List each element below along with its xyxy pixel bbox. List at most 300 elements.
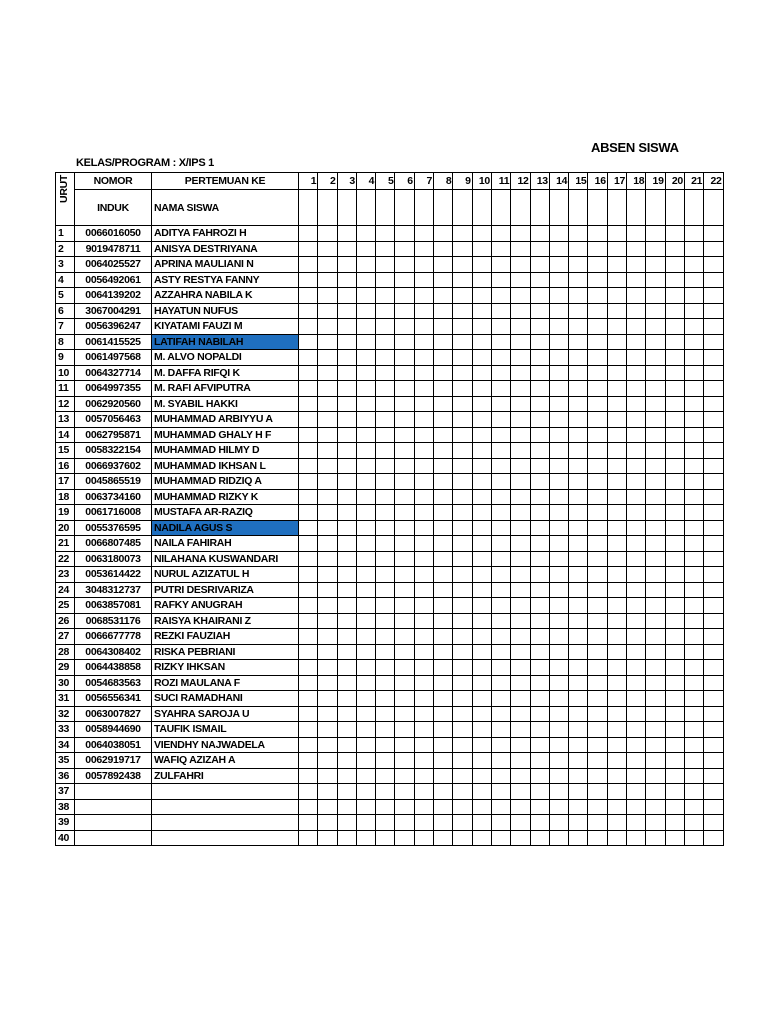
attendance-cell[interactable] [665,830,684,846]
attendance-cell[interactable] [530,334,549,350]
attendance-cell[interactable] [704,272,723,288]
attendance-cell[interactable] [299,582,318,598]
attendance-cell[interactable] [704,226,723,242]
attendance-cell[interactable] [453,272,472,288]
attendance-cell[interactable] [395,660,414,676]
attendance-cell[interactable] [627,753,646,769]
attendance-cell[interactable] [318,706,337,722]
attendance-cell[interactable] [299,644,318,660]
attendance-cell[interactable] [453,396,472,412]
attendance-cell[interactable] [569,567,588,583]
attendance-cell[interactable] [337,753,356,769]
attendance-cell[interactable] [434,272,453,288]
attendance-cell[interactable] [376,350,395,366]
attendance-cell[interactable] [434,303,453,319]
attendance-cell[interactable] [414,396,433,412]
attendance-cell[interactable] [511,505,530,521]
attendance-cell[interactable] [511,691,530,707]
attendance-cell[interactable] [684,706,703,722]
attendance-cell[interactable] [491,722,510,738]
attendance-cell[interactable] [665,722,684,738]
attendance-cell[interactable] [665,691,684,707]
attendance-cell[interactable] [337,443,356,459]
attendance-cell[interactable] [318,753,337,769]
attendance-cell[interactable] [530,737,549,753]
attendance-cell[interactable] [337,489,356,505]
attendance-cell[interactable] [376,272,395,288]
attendance-cell[interactable] [434,567,453,583]
attendance-cell[interactable] [665,350,684,366]
attendance-cell[interactable] [453,629,472,645]
attendance-cell[interactable] [588,412,607,428]
attendance-cell[interactable] [414,598,433,614]
attendance-cell[interactable] [549,412,568,428]
attendance-cell[interactable] [684,520,703,536]
attendance-cell[interactable] [530,350,549,366]
attendance-cell[interactable] [299,365,318,381]
attendance-cell[interactable] [453,520,472,536]
attendance-cell[interactable] [511,830,530,846]
attendance-cell[interactable] [414,691,433,707]
attendance-cell[interactable] [646,241,665,257]
attendance-cell[interactable] [646,272,665,288]
attendance-cell[interactable] [434,350,453,366]
attendance-cell[interactable] [569,629,588,645]
attendance-cell[interactable] [549,784,568,800]
attendance-cell[interactable] [684,753,703,769]
attendance-cell[interactable] [511,334,530,350]
attendance-cell[interactable] [472,412,491,428]
attendance-cell[interactable] [414,536,433,552]
attendance-cell[interactable] [530,226,549,242]
attendance-cell[interactable] [511,226,530,242]
attendance-cell[interactable] [588,350,607,366]
attendance-cell[interactable] [704,691,723,707]
attendance-cell[interactable] [530,753,549,769]
attendance-cell[interactable] [491,815,510,831]
attendance-cell[interactable] [646,551,665,567]
attendance-cell[interactable] [704,350,723,366]
attendance-cell[interactable] [511,412,530,428]
attendance-cell[interactable] [549,319,568,335]
attendance-cell[interactable] [472,396,491,412]
attendance-cell[interactable] [511,458,530,474]
attendance-cell[interactable] [530,567,549,583]
attendance-cell[interactable] [491,241,510,257]
attendance-cell[interactable] [588,257,607,273]
attendance-cell[interactable] [665,613,684,629]
attendance-cell[interactable] [453,226,472,242]
attendance-cell[interactable] [665,257,684,273]
attendance-cell[interactable] [395,815,414,831]
attendance-cell[interactable] [414,257,433,273]
attendance-cell[interactable] [337,365,356,381]
attendance-cell[interactable] [646,644,665,660]
attendance-cell[interactable] [318,722,337,738]
attendance-cell[interactable] [530,443,549,459]
attendance-cell[interactable] [569,257,588,273]
attendance-cell[interactable] [704,334,723,350]
attendance-cell[interactable] [588,319,607,335]
attendance-cell[interactable] [356,303,375,319]
attendance-cell[interactable] [491,691,510,707]
attendance-cell[interactable] [299,722,318,738]
attendance-cell[interactable] [491,613,510,629]
attendance-cell[interactable] [665,226,684,242]
attendance-cell[interactable] [376,613,395,629]
attendance-cell[interactable] [395,567,414,583]
attendance-cell[interactable] [646,334,665,350]
attendance-cell[interactable] [511,815,530,831]
attendance-cell[interactable] [299,768,318,784]
attendance-cell[interactable] [511,722,530,738]
attendance-cell[interactable] [627,691,646,707]
attendance-cell[interactable] [414,675,433,691]
attendance-cell[interactable] [318,799,337,815]
attendance-cell[interactable] [414,520,433,536]
attendance-cell[interactable] [376,489,395,505]
attendance-cell[interactable] [376,799,395,815]
attendance-cell[interactable] [318,598,337,614]
attendance-cell[interactable] [491,520,510,536]
attendance-cell[interactable] [395,443,414,459]
attendance-cell[interactable] [434,598,453,614]
attendance-cell[interactable] [395,226,414,242]
attendance-cell[interactable] [627,412,646,428]
attendance-cell[interactable] [607,396,626,412]
attendance-cell[interactable] [472,226,491,242]
attendance-cell[interactable] [376,520,395,536]
attendance-cell[interactable] [684,241,703,257]
attendance-cell[interactable] [472,784,491,800]
attendance-cell[interactable] [337,334,356,350]
attendance-cell[interactable] [511,613,530,629]
attendance-cell[interactable] [376,412,395,428]
attendance-cell[interactable] [356,226,375,242]
attendance-cell[interactable] [588,443,607,459]
attendance-cell[interactable] [627,505,646,521]
attendance-cell[interactable] [627,334,646,350]
attendance-cell[interactable] [588,613,607,629]
attendance-cell[interactable] [665,303,684,319]
attendance-cell[interactable] [356,706,375,722]
attendance-cell[interactable] [665,536,684,552]
attendance-cell[interactable] [549,241,568,257]
attendance-cell[interactable] [395,458,414,474]
attendance-cell[interactable] [704,567,723,583]
attendance-cell[interactable] [414,458,433,474]
attendance-cell[interactable] [453,722,472,738]
attendance-cell[interactable] [684,815,703,831]
attendance-cell[interactable] [318,334,337,350]
attendance-cell[interactable] [491,272,510,288]
attendance-cell[interactable] [569,412,588,428]
attendance-cell[interactable] [549,582,568,598]
attendance-cell[interactable] [318,412,337,428]
attendance-cell[interactable] [704,830,723,846]
attendance-cell[interactable] [530,257,549,273]
attendance-cell[interactable] [491,660,510,676]
attendance-cell[interactable] [453,458,472,474]
attendance-cell[interactable] [395,768,414,784]
attendance-cell[interactable] [627,644,646,660]
attendance-cell[interactable] [376,675,395,691]
attendance-cell[interactable] [684,257,703,273]
attendance-cell[interactable] [530,830,549,846]
attendance-cell[interactable] [434,396,453,412]
attendance-cell[interactable] [665,520,684,536]
attendance-cell[interactable] [607,319,626,335]
attendance-cell[interactable] [511,520,530,536]
attendance-cell[interactable] [472,257,491,273]
attendance-cell[interactable] [395,629,414,645]
attendance-cell[interactable] [549,288,568,304]
attendance-cell[interactable] [588,598,607,614]
attendance-cell[interactable] [665,412,684,428]
attendance-cell[interactable] [395,241,414,257]
attendance-cell[interactable] [299,551,318,567]
attendance-cell[interactable] [627,784,646,800]
attendance-cell[interactable] [472,629,491,645]
attendance-cell[interactable] [337,551,356,567]
attendance-cell[interactable] [376,582,395,598]
attendance-cell[interactable] [337,567,356,583]
attendance-cell[interactable] [646,691,665,707]
attendance-cell[interactable] [646,474,665,490]
attendance-cell[interactable] [511,629,530,645]
attendance-cell[interactable] [356,319,375,335]
attendance-cell[interactable] [646,520,665,536]
attendance-cell[interactable] [356,567,375,583]
attendance-cell[interactable] [607,350,626,366]
attendance-cell[interactable] [704,288,723,304]
attendance-cell[interactable] [569,381,588,397]
attendance-cell[interactable] [318,272,337,288]
attendance-cell[interactable] [588,784,607,800]
attendance-cell[interactable] [646,505,665,521]
attendance-cell[interactable] [376,381,395,397]
attendance-cell[interactable] [646,784,665,800]
attendance-cell[interactable] [530,691,549,707]
attendance-cell[interactable] [491,753,510,769]
attendance-cell[interactable] [665,396,684,412]
attendance-cell[interactable] [472,598,491,614]
attendance-cell[interactable] [646,582,665,598]
attendance-cell[interactable] [704,241,723,257]
attendance-cell[interactable] [684,582,703,598]
attendance-cell[interactable] [511,753,530,769]
attendance-cell[interactable] [472,675,491,691]
attendance-cell[interactable] [434,365,453,381]
attendance-cell[interactable] [569,799,588,815]
attendance-cell[interactable] [337,226,356,242]
attendance-cell[interactable] [627,722,646,738]
attendance-cell[interactable] [472,489,491,505]
attendance-cell[interactable] [569,768,588,784]
attendance-cell[interactable] [684,458,703,474]
attendance-cell[interactable] [704,675,723,691]
attendance-cell[interactable] [530,396,549,412]
attendance-cell[interactable] [395,272,414,288]
attendance-cell[interactable] [299,241,318,257]
attendance-cell[interactable] [453,241,472,257]
attendance-cell[interactable] [549,815,568,831]
attendance-cell[interactable] [607,691,626,707]
attendance-cell[interactable] [299,660,318,676]
attendance-cell[interactable] [472,613,491,629]
attendance-cell[interactable] [491,536,510,552]
attendance-cell[interactable] [704,365,723,381]
attendance-cell[interactable] [434,784,453,800]
attendance-cell[interactable] [646,350,665,366]
attendance-cell[interactable] [434,660,453,676]
attendance-cell[interactable] [569,691,588,707]
attendance-cell[interactable] [665,737,684,753]
attendance-cell[interactable] [607,443,626,459]
attendance-cell[interactable] [530,474,549,490]
attendance-cell[interactable] [684,660,703,676]
attendance-cell[interactable] [491,675,510,691]
attendance-cell[interactable] [434,691,453,707]
attendance-cell[interactable] [395,334,414,350]
attendance-cell[interactable] [318,458,337,474]
attendance-cell[interactable] [549,226,568,242]
attendance-cell[interactable] [453,350,472,366]
attendance-cell[interactable] [395,675,414,691]
attendance-cell[interactable] [704,381,723,397]
attendance-cell[interactable] [472,334,491,350]
attendance-cell[interactable] [376,334,395,350]
attendance-cell[interactable] [376,722,395,738]
attendance-cell[interactable] [684,629,703,645]
attendance-cell[interactable] [549,660,568,676]
attendance-cell[interactable] [684,427,703,443]
attendance-cell[interactable] [530,520,549,536]
attendance-cell[interactable] [299,474,318,490]
attendance-cell[interactable] [607,226,626,242]
attendance-cell[interactable] [318,303,337,319]
attendance-cell[interactable] [646,412,665,428]
attendance-cell[interactable] [376,784,395,800]
attendance-cell[interactable] [453,644,472,660]
attendance-cell[interactable] [704,737,723,753]
attendance-cell[interactable] [627,474,646,490]
attendance-cell[interactable] [356,458,375,474]
attendance-cell[interactable] [491,474,510,490]
attendance-cell[interactable] [530,629,549,645]
attendance-cell[interactable] [337,241,356,257]
attendance-cell[interactable] [684,830,703,846]
attendance-cell[interactable] [434,520,453,536]
attendance-cell[interactable] [588,815,607,831]
attendance-cell[interactable] [704,412,723,428]
attendance-cell[interactable] [511,706,530,722]
attendance-cell[interactable] [299,381,318,397]
attendance-cell[interactable] [569,288,588,304]
attendance-cell[interactable] [337,427,356,443]
attendance-cell[interactable] [376,474,395,490]
attendance-cell[interactable] [607,660,626,676]
attendance-cell[interactable] [665,629,684,645]
attendance-cell[interactable] [627,815,646,831]
attendance-cell[interactable] [337,722,356,738]
attendance-cell[interactable] [337,303,356,319]
attendance-cell[interactable] [511,737,530,753]
attendance-cell[interactable] [569,722,588,738]
attendance-cell[interactable] [356,505,375,521]
attendance-cell[interactable] [318,381,337,397]
attendance-cell[interactable] [549,799,568,815]
attendance-cell[interactable] [665,644,684,660]
attendance-cell[interactable] [684,567,703,583]
attendance-cell[interactable] [607,753,626,769]
attendance-cell[interactable] [337,381,356,397]
attendance-cell[interactable] [299,737,318,753]
attendance-cell[interactable] [704,489,723,505]
attendance-cell[interactable] [337,505,356,521]
attendance-cell[interactable] [569,675,588,691]
attendance-cell[interactable] [434,443,453,459]
attendance-cell[interactable] [569,443,588,459]
attendance-cell[interactable] [549,768,568,784]
attendance-cell[interactable] [337,629,356,645]
attendance-cell[interactable] [395,536,414,552]
attendance-cell[interactable] [704,660,723,676]
attendance-cell[interactable] [665,799,684,815]
attendance-cell[interactable] [356,660,375,676]
attendance-cell[interactable] [549,381,568,397]
attendance-cell[interactable] [491,412,510,428]
attendance-cell[interactable] [356,489,375,505]
attendance-cell[interactable] [588,830,607,846]
attendance-cell[interactable] [549,365,568,381]
attendance-cell[interactable] [588,520,607,536]
attendance-cell[interactable] [318,536,337,552]
attendance-cell[interactable] [395,427,414,443]
attendance-cell[interactable] [376,319,395,335]
attendance-cell[interactable] [395,505,414,521]
attendance-cell[interactable] [607,365,626,381]
attendance-cell[interactable] [627,567,646,583]
attendance-cell[interactable] [491,288,510,304]
attendance-cell[interactable] [704,629,723,645]
attendance-cell[interactable] [684,350,703,366]
attendance-cell[interactable] [684,613,703,629]
attendance-cell[interactable] [356,334,375,350]
attendance-cell[interactable] [607,629,626,645]
attendance-cell[interactable] [627,799,646,815]
attendance-cell[interactable] [414,350,433,366]
attendance-cell[interactable] [665,675,684,691]
attendance-cell[interactable] [665,288,684,304]
attendance-cell[interactable] [395,706,414,722]
attendance-cell[interactable] [627,303,646,319]
attendance-cell[interactable] [395,319,414,335]
attendance-cell[interactable] [607,830,626,846]
attendance-cell[interactable] [530,319,549,335]
attendance-cell[interactable] [356,272,375,288]
attendance-cell[interactable] [646,288,665,304]
attendance-cell[interactable] [472,551,491,567]
attendance-cell[interactable] [414,365,433,381]
attendance-cell[interactable] [491,334,510,350]
attendance-cell[interactable] [434,629,453,645]
attendance-cell[interactable] [472,722,491,738]
attendance-cell[interactable] [588,629,607,645]
attendance-cell[interactable] [607,706,626,722]
attendance-cell[interactable] [627,660,646,676]
attendance-cell[interactable] [337,706,356,722]
